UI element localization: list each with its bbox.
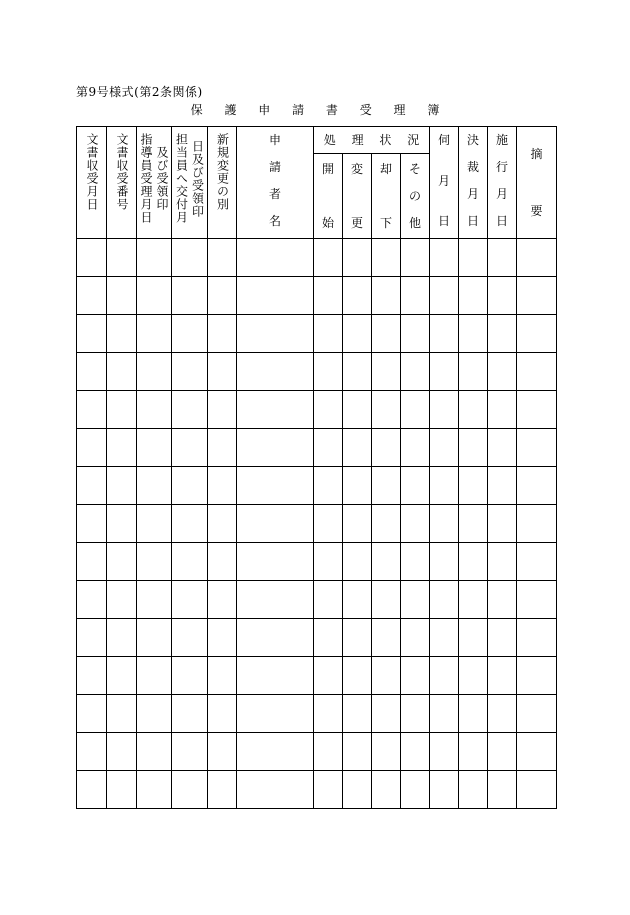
table-cell[interactable] (372, 391, 401, 429)
header-inquiry-date: 伺 月 日 (430, 127, 459, 239)
table-cell[interactable] (137, 277, 172, 315)
table-cell[interactable] (343, 429, 372, 467)
table-cell[interactable] (372, 619, 401, 657)
header-receipt-date: 文書収受月日 (77, 127, 107, 239)
table-cell[interactable] (401, 239, 430, 277)
table-cell[interactable] (459, 581, 488, 619)
table-cell[interactable] (314, 315, 343, 353)
form-number: 第9号様式(第2条関係) (76, 85, 203, 99)
table-cell[interactable] (459, 467, 488, 505)
table-cell[interactable] (517, 505, 557, 543)
table-cell[interactable] (237, 771, 314, 809)
table-cell[interactable] (237, 429, 314, 467)
table-cell[interactable] (172, 391, 208, 429)
table-cell[interactable] (372, 543, 401, 581)
table-cell[interactable] (172, 733, 208, 771)
table-cell[interactable] (517, 543, 557, 581)
table-cell[interactable] (237, 277, 314, 315)
table-cell[interactable] (401, 467, 430, 505)
table-cell[interactable] (401, 429, 430, 467)
table-cell[interactable] (372, 353, 401, 391)
table-cell[interactable] (343, 695, 372, 733)
table-row (77, 315, 557, 353)
table-cell[interactable] (459, 733, 488, 771)
table-cell[interactable] (343, 467, 372, 505)
table-cell[interactable] (172, 543, 208, 581)
table-cell[interactable] (314, 695, 343, 733)
table-cell[interactable] (372, 771, 401, 809)
table-cell[interactable] (137, 657, 172, 695)
table-cell[interactable] (172, 315, 208, 353)
table-row (77, 543, 557, 581)
table-cell[interactable] (107, 771, 137, 809)
table-cell[interactable] (107, 695, 137, 733)
table-cell[interactable] (137, 581, 172, 619)
table-cell[interactable] (107, 505, 137, 543)
header-receipt-number: 文書収受番号 (107, 127, 137, 239)
table-cell[interactable] (517, 277, 557, 315)
table-cell[interactable] (314, 353, 343, 391)
table-cell[interactable] (343, 543, 372, 581)
table-row (77, 467, 557, 505)
table-cell[interactable] (488, 695, 517, 733)
table-cell[interactable] (401, 277, 430, 315)
table-cell[interactable] (208, 581, 237, 619)
table-cell[interactable] (208, 429, 237, 467)
table-row (77, 733, 557, 771)
table-cell[interactable] (237, 733, 314, 771)
table-cell[interactable] (517, 429, 557, 467)
table-cell[interactable] (459, 239, 488, 277)
table-cell[interactable] (488, 239, 517, 277)
table-cell[interactable] (77, 391, 107, 429)
table-cell[interactable] (172, 657, 208, 695)
table-cell[interactable] (77, 277, 107, 315)
table-cell[interactable] (172, 695, 208, 733)
table-cell[interactable] (459, 391, 488, 429)
table-cell[interactable] (517, 619, 557, 657)
table-cell[interactable] (459, 771, 488, 809)
table-cell[interactable] (237, 391, 314, 429)
table-cell[interactable] (208, 695, 237, 733)
table-cell[interactable] (517, 353, 557, 391)
table-cell[interactable] (208, 353, 237, 391)
table-cell[interactable] (343, 239, 372, 277)
table-cell[interactable] (172, 581, 208, 619)
table-cell[interactable] (314, 391, 343, 429)
table-cell[interactable] (401, 581, 430, 619)
table-cell[interactable] (430, 619, 459, 657)
table-cell[interactable] (137, 771, 172, 809)
table-cell[interactable] (77, 733, 107, 771)
table-cell[interactable] (237, 239, 314, 277)
table-cell[interactable] (430, 695, 459, 733)
table-cell[interactable] (343, 391, 372, 429)
table-cell[interactable] (488, 391, 517, 429)
table-row (77, 391, 557, 429)
table-cell[interactable] (208, 467, 237, 505)
table-cell[interactable] (137, 353, 172, 391)
table-cell[interactable] (107, 315, 137, 353)
table-cell[interactable] (488, 733, 517, 771)
table-cell[interactable] (77, 581, 107, 619)
table-cell[interactable] (488, 353, 517, 391)
table-cell[interactable] (401, 619, 430, 657)
table-cell[interactable] (343, 581, 372, 619)
table-cell[interactable] (107, 733, 137, 771)
table-cell[interactable] (372, 239, 401, 277)
table-cell[interactable] (107, 429, 137, 467)
table-cell[interactable] (372, 315, 401, 353)
table-cell[interactable] (77, 429, 107, 467)
table-cell[interactable] (343, 277, 372, 315)
table-cell[interactable] (77, 505, 107, 543)
table-cell[interactable] (401, 315, 430, 353)
table-cell[interactable] (172, 619, 208, 657)
header-remarks: 摘 要 (517, 127, 557, 239)
header-decision-date: 決 裁 月 日 (459, 127, 488, 239)
table-cell[interactable] (314, 619, 343, 657)
page-title: 保 護 申 請 書 受 理 簿 (190, 103, 449, 117)
table-cell[interactable] (401, 353, 430, 391)
table-cell[interactable] (488, 771, 517, 809)
table-cell[interactable] (401, 391, 430, 429)
table-cell[interactable] (107, 581, 137, 619)
header-new-or-change: 新規変更の別 (208, 127, 237, 239)
table-cell[interactable] (314, 239, 343, 277)
table-cell[interactable] (488, 315, 517, 353)
table-cell[interactable] (314, 581, 343, 619)
table-cell[interactable] (401, 505, 430, 543)
table-cell[interactable] (137, 733, 172, 771)
table-cell[interactable] (314, 771, 343, 809)
table-cell[interactable] (430, 353, 459, 391)
table-cell[interactable] (401, 733, 430, 771)
table-cell[interactable] (237, 657, 314, 695)
table-row (77, 695, 557, 733)
table-cell[interactable] (372, 695, 401, 733)
table-cell[interactable] (107, 619, 137, 657)
header-enforcement-date: 施 行 月 日 (488, 127, 517, 239)
table-cell[interactable] (430, 467, 459, 505)
table-cell[interactable] (459, 315, 488, 353)
table-cell[interactable] (208, 315, 237, 353)
table-cell[interactable] (77, 771, 107, 809)
table-cell[interactable] (314, 277, 343, 315)
table-cell[interactable] (459, 695, 488, 733)
table-cell[interactable] (430, 277, 459, 315)
table-cell[interactable] (372, 733, 401, 771)
table-cell[interactable] (208, 239, 237, 277)
table-row (77, 619, 557, 657)
table-cell[interactable] (137, 391, 172, 429)
table-cell[interactable] (343, 771, 372, 809)
table-row (77, 353, 557, 391)
table-cell[interactable] (488, 429, 517, 467)
table-cell[interactable] (172, 505, 208, 543)
table-cell[interactable] (208, 619, 237, 657)
table-header (77, 127, 557, 239)
table-cell[interactable] (237, 315, 314, 353)
table-cell[interactable] (459, 277, 488, 315)
table-cell[interactable] (459, 429, 488, 467)
table-cell[interactable] (137, 315, 172, 353)
table-cell[interactable] (137, 543, 172, 581)
table-cell[interactable] (314, 733, 343, 771)
table-cell[interactable] (517, 467, 557, 505)
table-cell[interactable] (430, 771, 459, 809)
table-cell[interactable] (372, 581, 401, 619)
table-cell[interactable] (343, 619, 372, 657)
table-cell[interactable] (401, 543, 430, 581)
table-cell[interactable] (488, 581, 517, 619)
table-row (77, 581, 557, 619)
table-cell[interactable] (107, 391, 137, 429)
table-cell[interactable] (237, 695, 314, 733)
table-cell[interactable] (77, 619, 107, 657)
table-cell[interactable] (77, 239, 107, 277)
table-cell[interactable] (208, 505, 237, 543)
table-cell[interactable] (172, 429, 208, 467)
table-cell[interactable] (172, 467, 208, 505)
table-cell[interactable] (237, 467, 314, 505)
table-row (77, 429, 557, 467)
table-cell[interactable] (459, 543, 488, 581)
table-cell[interactable] (372, 277, 401, 315)
table-cell[interactable] (107, 277, 137, 315)
table-cell[interactable] (107, 239, 137, 277)
table-cell[interactable] (107, 467, 137, 505)
table-cell[interactable] (237, 543, 314, 581)
table-cell[interactable] (137, 467, 172, 505)
header-applicant-name: 申 請 者 名 (237, 127, 314, 239)
table-cell[interactable] (172, 239, 208, 277)
table-cell[interactable] (488, 277, 517, 315)
table-cell[interactable] (517, 733, 557, 771)
table-cell[interactable] (430, 657, 459, 695)
table-cell[interactable] (372, 467, 401, 505)
table-cell[interactable] (430, 239, 459, 277)
table-cell[interactable] (517, 657, 557, 695)
table-cell[interactable] (77, 467, 107, 505)
table-cell[interactable] (488, 543, 517, 581)
table-cell[interactable] (372, 429, 401, 467)
table-cell[interactable] (77, 695, 107, 733)
ledger-table (76, 126, 557, 809)
table-cell[interactable] (77, 315, 107, 353)
table-cell[interactable] (208, 543, 237, 581)
table-row (77, 771, 557, 809)
table-cell[interactable] (343, 657, 372, 695)
table-cell[interactable] (343, 353, 372, 391)
header-status-rejection: 却 下 (372, 154, 401, 239)
table-cell[interactable] (77, 657, 107, 695)
table-cell[interactable] (208, 657, 237, 695)
table-cell[interactable] (459, 353, 488, 391)
table-cell[interactable] (459, 505, 488, 543)
table-cell[interactable] (137, 619, 172, 657)
header-status-other: そ の 他 (401, 154, 430, 239)
table-cell[interactable] (517, 239, 557, 277)
table-cell[interactable] (77, 543, 107, 581)
table-cell[interactable] (401, 657, 430, 695)
table-cell[interactable] (488, 467, 517, 505)
table-cell[interactable] (430, 581, 459, 619)
header-instructor-acceptance: 及び受領印 指導員受理月日 (137, 127, 172, 239)
table-cell[interactable] (314, 657, 343, 695)
table-cell[interactable] (237, 581, 314, 619)
table-cell[interactable] (237, 353, 314, 391)
table-cell[interactable] (208, 733, 237, 771)
table-cell[interactable] (314, 505, 343, 543)
table-cell[interactable] (488, 505, 517, 543)
header-status-start: 開 始 (314, 154, 343, 239)
table-cell[interactable] (401, 771, 430, 809)
table-cell[interactable] (430, 505, 459, 543)
table-row (77, 239, 557, 277)
table-cell[interactable] (107, 657, 137, 695)
table-cell[interactable] (137, 695, 172, 733)
header-delivery-to-staff: 日及び受領印 担当員へ交付月 (172, 127, 208, 239)
header-processing-status: 処 理 状 況 (314, 127, 430, 154)
table-cell[interactable] (459, 657, 488, 695)
table-cell[interactable] (488, 619, 517, 657)
table-cell[interactable] (237, 619, 314, 657)
table-cell[interactable] (517, 391, 557, 429)
table-cell[interactable] (208, 277, 237, 315)
table-cell[interactable] (343, 733, 372, 771)
table-cell[interactable] (107, 353, 137, 391)
table-cell[interactable] (172, 353, 208, 391)
table-cell[interactable] (172, 771, 208, 809)
table-cell[interactable] (137, 239, 172, 277)
table-cell[interactable] (314, 467, 343, 505)
table-cell[interactable] (314, 543, 343, 581)
table-cell[interactable] (401, 695, 430, 733)
table-cell[interactable] (208, 391, 237, 429)
table-cell[interactable] (430, 429, 459, 467)
table-row (77, 505, 557, 543)
table-cell[interactable] (343, 315, 372, 353)
table-cell[interactable] (430, 391, 459, 429)
table-cell[interactable] (137, 429, 172, 467)
table-cell[interactable] (517, 581, 557, 619)
header-status-change: 変 更 (343, 154, 372, 239)
table-cell[interactable] (517, 771, 557, 809)
table-cell[interactable] (459, 619, 488, 657)
table-cell[interactable] (430, 733, 459, 771)
table-cell[interactable] (314, 429, 343, 467)
table-cell[interactable] (372, 505, 401, 543)
table-cell[interactable] (488, 657, 517, 695)
table-row (77, 277, 557, 315)
table-cell[interactable] (517, 695, 557, 733)
table-cell[interactable] (430, 543, 459, 581)
table-cell[interactable] (343, 505, 372, 543)
table-cell[interactable] (208, 771, 237, 809)
table-body (77, 239, 557, 809)
table-cell[interactable] (172, 277, 208, 315)
table-cell[interactable] (237, 505, 314, 543)
table-cell[interactable] (430, 315, 459, 353)
table-cell[interactable] (372, 657, 401, 695)
table-row (77, 657, 557, 695)
table-cell[interactable] (517, 315, 557, 353)
table-cell[interactable] (107, 543, 137, 581)
table-cell[interactable] (77, 353, 107, 391)
table-cell[interactable] (137, 505, 172, 543)
